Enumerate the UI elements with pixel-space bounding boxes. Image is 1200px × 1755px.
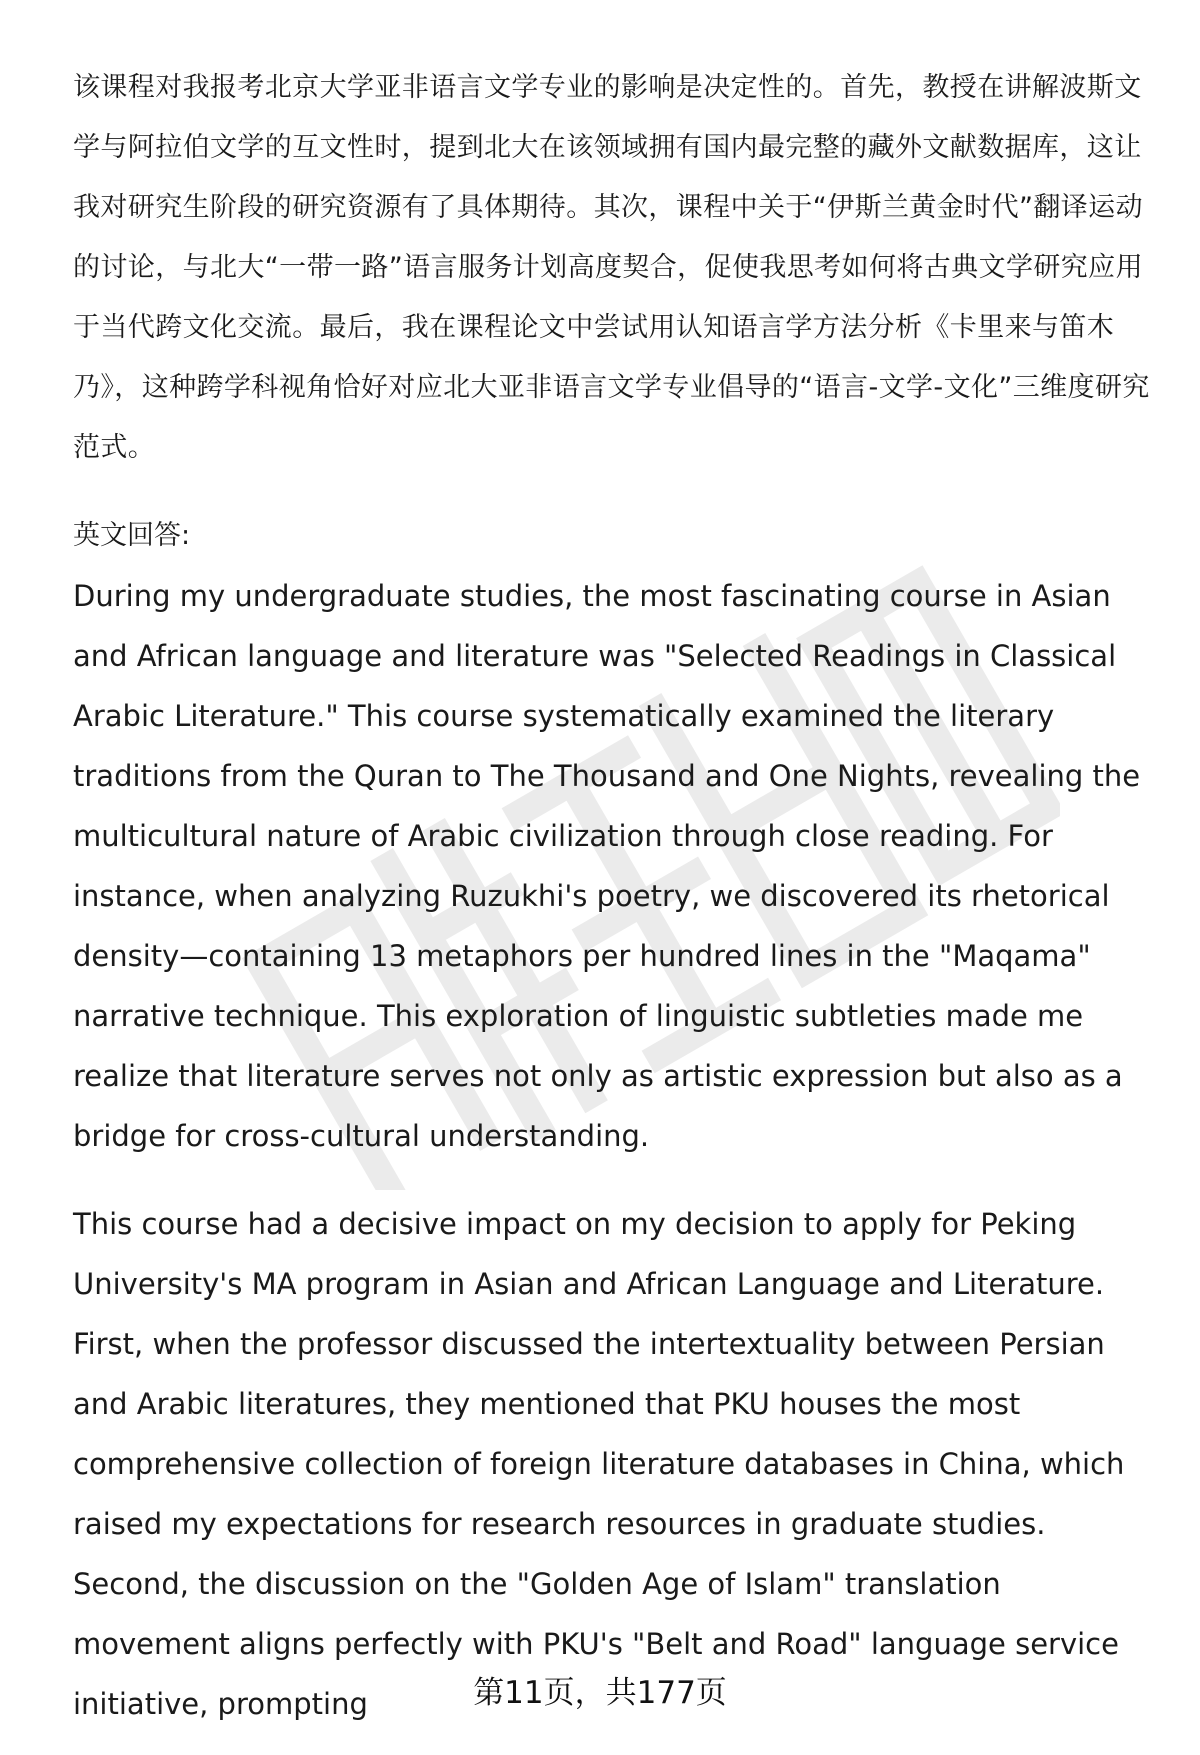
english-paragraph-1: During my undergraduate studies, the most fascinating course in Asian and African language and literature was "Selected Readings in Classical Arabic Literature." This course systematically examined the literary traditions from the Quran to The Thousand and One Nights, revealing the multicultural nature of Arabic civilization through close reading. For instance, when analyzing Ruzukhi's poetry, we discovered its rhetorical density—containing 13 metaphors per hundred lines in the "Maqama" narrative technique. This exploration of linguistic subtleties made me realize that literature serves not only as artistic expression but also as a bridge for cross-cultural understanding. — [73, 579, 1141, 1153]
chinese-paragraph: 该课程对我报考北京大学亚非语言文学专业的影响是决定性的。首先，教授在讲解波斯文学与阿拉伯文学的互文性时，提到北大在该领域拥有国内最完整的藏外文献数据库，这让我对研究生阶段的研究资源有了具体期待。其次，课程中关于“伊斯兰黄金时代”翻译运动的讨论，与北大“一带一路”语言服务计划高度契合，促使我思考如何将古典文学研究应用于当代跨文化交流。最后，我在课程论文中尝试用认知语言学方法分析《卡里来与笛木乃》，这种跨学科视角恰好对应北大亚非语言文学专业倡导的“语言-文学-文化”三维度研究范式。 — [73, 72, 1150, 463]
document-body — [73, 58, 1163, 1734]
page-number: 第11页，共177页 — [473, 1675, 727, 1711]
english-answer-label: 英文回答: — [73, 520, 191, 551]
english-paragraph-2: This course had a decisive impact on my decision to apply for Peking University's MA program in Asian and African Language and Literature. First, when the professor discussed the intertextuality between Persian and Arabic literatures, they mentioned that PKU houses the most comprehensive collection of foreign literature databases in China, which raised my expectations for research resources in graduate studies. Second, the discussion on the "Golden Age of Islam" translation movement aligns perfectly with PKU's "Belt and Road" language service initiative, prompting — [73, 1207, 1125, 1721]
